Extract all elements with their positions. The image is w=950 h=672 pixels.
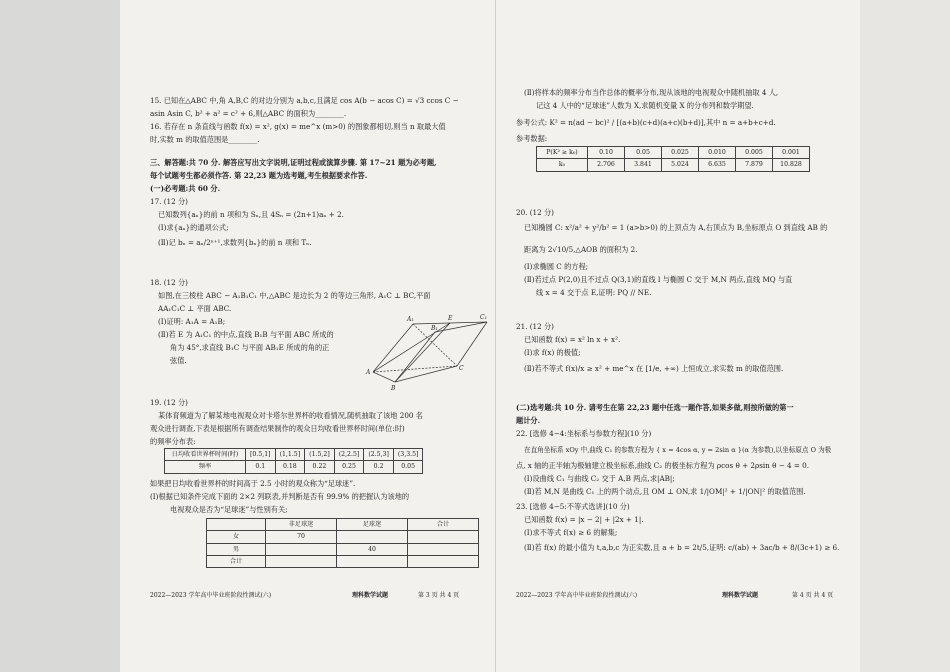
table-cell: 0.25	[334, 461, 364, 473]
table-row	[537, 159, 810, 171]
q18-part2-3: 弦值.	[170, 356, 187, 365]
q17-title: 17. (12 分)	[150, 197, 188, 206]
footer-right-page: 第 4 页 共 4 页	[792, 592, 834, 599]
table-cell: 非足球迷	[266, 519, 337, 531]
table-cell: 7.879	[736, 159, 773, 171]
table-cell	[408, 531, 479, 543]
table-row	[165, 461, 423, 473]
table-cell: 0.001	[773, 147, 810, 159]
table-cell: 3.841	[625, 159, 662, 171]
q20-stem-2: 距离为 2√10/5,△AOB 的面积为 2.	[524, 245, 638, 254]
table-cell: 0.2	[364, 461, 394, 473]
q23-part2: (Ⅱ)若 f(x) 的最小值为 t,a,b,c 为正实数,且 a + b = 2t/5,证明: c/(ab) + 3ac/b + 8/(3c+1) ≥ 6.	[524, 543, 840, 552]
fig-label-c1: C₁	[480, 314, 487, 321]
table-cell: 70	[266, 531, 337, 543]
footer-left-subject: 理科数学试题	[352, 592, 389, 599]
table-cell	[408, 543, 479, 555]
table-cell: 女	[207, 531, 266, 543]
q16-line2: 时,实数 m 的取值范围是________.	[150, 135, 260, 144]
table-row	[207, 555, 479, 567]
q21-part2: (Ⅱ)若不等式 f(x)/x ≥ x² + me^x 在 [1/e, +∞) 上恒成立,求实数 m 的取值范围.	[524, 364, 784, 373]
q16-line1: 16. 若存在 n 条直线与函数 f(x) = x², g(x) = me^x (m>0) 的图象都相切,则当 n 取最大值	[150, 122, 446, 131]
table-cell: 日均收看世界杯时间(时)	[165, 449, 246, 461]
table-cell	[337, 531, 408, 543]
fig-label-e: E	[448, 315, 453, 322]
q18-stem-2: AA₁C₁C ⊥ 平面 ABC.	[158, 304, 232, 313]
table-cell: 40	[337, 543, 408, 555]
q19-part2-2: 记这 4 人中的“足球迷”人数为 X,求随机变量 X 的分布列和数学期望.	[536, 101, 754, 110]
table-cell: (1,1.5]	[275, 449, 305, 461]
table-cell	[408, 555, 479, 567]
section3-heading-2: 每个试题考生都必须作答. 第 22,23 题为选考题,考生根据要求作答.	[150, 171, 368, 180]
q19-stem: 某体育频道为了解某地电视观众对卡塔尔世界杯的收看情况,随机抽取了该地 200 名	[158, 411, 423, 420]
fig-label-a1: A₁	[407, 316, 414, 323]
q17-stem: 已知数列{aₙ}的前 n 项和为 Sₙ,且 4Sₙ = (2n+1)aₙ + 2.	[158, 210, 344, 219]
table-cell: 2.706	[588, 159, 625, 171]
q22-stem-2: 点, x 轴的正半轴为极轴建立极坐标系,曲线 C₂ 的极坐标方程为 ρcos θ + 2ρsin θ − 4 = 0.	[516, 461, 810, 470]
table-row	[207, 543, 479, 555]
table-cell: 频率	[165, 461, 246, 473]
table-cell: k₀	[537, 159, 588, 171]
footer-right-subject: 理科数学试题	[722, 592, 759, 599]
section3-heading: 三、解答题:共 70 分. 解答应写出文字说明,证明过程或演算步骤. 第 17~21 题为必考题,	[150, 158, 437, 167]
q18-title: 18. (12 分)	[150, 278, 188, 287]
q19-stem-3: 的频率分布表:	[150, 437, 196, 446]
table-row	[165, 449, 423, 461]
table-cell: P(K² ≥ k₀)	[537, 147, 588, 159]
table-row	[207, 531, 479, 543]
table-cell: 男	[207, 543, 266, 555]
table-cell	[207, 519, 266, 531]
q19-part1: (Ⅰ)根据已知条件完成下面的 2×2 列联表,并判断是否有 99.9% 的把握认为该地的	[150, 492, 410, 501]
table-cell: 0.18	[275, 461, 305, 473]
table-cell: (2.5,3]	[364, 449, 394, 461]
q20-part2: (Ⅱ)若过点 P(2,0)且不过点 Q(3,1)的直线 l 与椭圆 C 交于 M,N 两点,直线 MQ 与直	[524, 275, 793, 284]
table-cell: 0.010	[699, 147, 736, 159]
optional-heading: (二)选考题:共 10 分. 请考生在第 22,23 题中任选一题作答,如果多做,则按所做的第一	[516, 403, 794, 412]
table-cell: 0.05	[393, 461, 423, 473]
scan-margin	[860, 0, 950, 672]
table-cell: 5.024	[662, 159, 699, 171]
table-cell	[266, 543, 337, 555]
table-cell: (3,3.5]	[393, 449, 423, 461]
q20-part1: (Ⅰ)求椭圆 C 的方程;	[524, 262, 589, 271]
fig-label-a: A	[366, 369, 371, 376]
table-cell: 10.828	[773, 159, 810, 171]
q18-part2: (Ⅱ)若 E 为 A₁C₁ 的中点,直线 B₁B 与平面 ABC 所成的	[158, 330, 334, 339]
q18-part2-2: 角为 45°,求直线 B₁C 与平面 AB₁E 所成的角的正	[170, 343, 330, 352]
q22-stem: 在直角坐标系 xOy 中,曲线 C₁ 的参数方程为 { x = 4cos α, y = 2sin α }(α 为参数),以坐标原点 O 为极	[524, 446, 832, 454]
q20-part2-2: 线 x = 4 交于点 E,证明: PQ // NE.	[536, 288, 652, 297]
table-cell: [0.5,1]	[246, 449, 276, 461]
q19-part1-2: 电视观众是否为“足球迷”与性别有关;	[170, 505, 288, 514]
critical-value-table	[536, 146, 810, 172]
q18-part1: (Ⅰ)证明: A₁A = A₁B;	[158, 317, 226, 326]
fig-label-b1: B₁	[431, 325, 438, 332]
frequency-table	[164, 448, 423, 474]
table-cell	[337, 555, 408, 567]
table-cell: (1.5,2]	[305, 449, 335, 461]
q21-stem: 已知函数 f(x) = x² ln x + x².	[524, 335, 621, 344]
table-cell: 0.005	[736, 147, 773, 159]
q18-stem: 如图,在三棱柱 ABC − A₁B₁C₁ 中,△ABC 是边长为 2 的等边三角形, A₁C ⊥ BC,平面	[158, 291, 431, 300]
table-cell: 合计	[408, 519, 479, 531]
q19-title: 19. (12 分)	[150, 398, 188, 407]
table-cell: 足球迷	[337, 519, 408, 531]
q22-title: 22. [选修 4−4:坐标系与参数方程](10 分)	[516, 429, 652, 438]
table-row	[537, 147, 810, 159]
table-row	[207, 519, 479, 531]
table-cell: 0.05	[625, 147, 662, 159]
footer-right-title: 2022—2023 学年高中毕业班阶段性测试(六)	[516, 592, 638, 599]
q15-line2: asin Asin C, b² + a² = c² + 6,则△ABC 的面积为________.	[150, 109, 347, 118]
q15-line1: 15. 已知在△ABC 中,角 A,B,C 的对边分别为 a,b,c,且满足 cos A(b − acos C) = √3 ccos C −	[150, 96, 459, 105]
table-cell: 合计	[207, 555, 266, 567]
prism-figure	[365, 310, 490, 392]
footer-left-title: 2022—2023 学年高中毕业班阶段性测试(六)	[150, 592, 272, 599]
table-cell: 0.22	[305, 461, 335, 473]
table-cell: 0.025	[662, 147, 699, 159]
page-fold	[495, 0, 496, 672]
q19-stem-2: 观众进行调查,下表是根据所有调查结果制作的观众日均收看世界杯时间(单位:时)	[150, 424, 405, 433]
table-cell	[266, 555, 337, 567]
table-cell: 0.10	[588, 147, 625, 159]
required-heading: (一)必考题:共 60 分.	[150, 184, 221, 193]
table-cell: 0.1	[246, 461, 276, 473]
q21-title: 21. (12 分)	[516, 322, 554, 331]
contingency-table	[206, 518, 479, 568]
q21-part1: (Ⅰ)求 f(x) 的极值;	[524, 348, 581, 357]
q23-part1: (Ⅰ)求不等式 f(x) ≥ 6 的解集;	[524, 528, 618, 537]
fig-label-b: B	[391, 385, 396, 392]
q22-part2: (Ⅱ)若 M,N 是曲线 C₁ 上的两个动点,且 OM ⊥ ON,求 1/|OM|² + 1/|ON|² 的取值范围.	[524, 487, 806, 496]
footer-left-page: 第 3 页 共 4 页	[418, 592, 460, 599]
reference-data-label: 参考数据:	[516, 134, 548, 143]
q17-part1: (Ⅰ)求{aₙ}的通项公式;	[158, 223, 229, 232]
fig-label-c: C	[459, 365, 464, 372]
q19-part2: (Ⅱ)将样本的频率分布当作总体的概率分布,现从该地的电视观众中随机抽取 4 人,	[524, 88, 779, 97]
reference-formula: 参考公式: K² = n(ad − bc)² / [(a+b)(c+d)(a+c)(b+d)],其中 n = a+b+c+d.	[516, 118, 776, 127]
table-cell: (2,2.5]	[334, 449, 364, 461]
q22-part1: (Ⅰ)设曲线 C₁ 与曲线 C₂ 交于 A,B 两点,求|AB|;	[524, 474, 675, 483]
q20-stem: 已知椭圆 C: x²/a² + y²/b² = 1 (a>b>0) 的上顶点为 A,右顶点为 B,坐标原点 O 到直线 AB 的	[524, 223, 828, 232]
q23-stem: 已知函数 f(x) = |x − 2| + |2x + 1|.	[524, 515, 644, 524]
table-cell: 6.635	[699, 159, 736, 171]
q19-definition: 如果把日均收看世界杯的时间高于 2.5 小时的观众称为“足球迷”.	[150, 479, 356, 488]
q20-title: 20. (12 分)	[516, 208, 554, 217]
optional-heading-2: 题计分.	[516, 416, 541, 425]
q17-part2: (Ⅱ)记 bₙ = aₙ/2ⁿ⁺¹,求数列{bₙ}的前 n 项和 Tₙ.	[158, 238, 312, 247]
q23-title: 23. [选修 4−5:不等式选讲](10 分)	[516, 502, 630, 511]
